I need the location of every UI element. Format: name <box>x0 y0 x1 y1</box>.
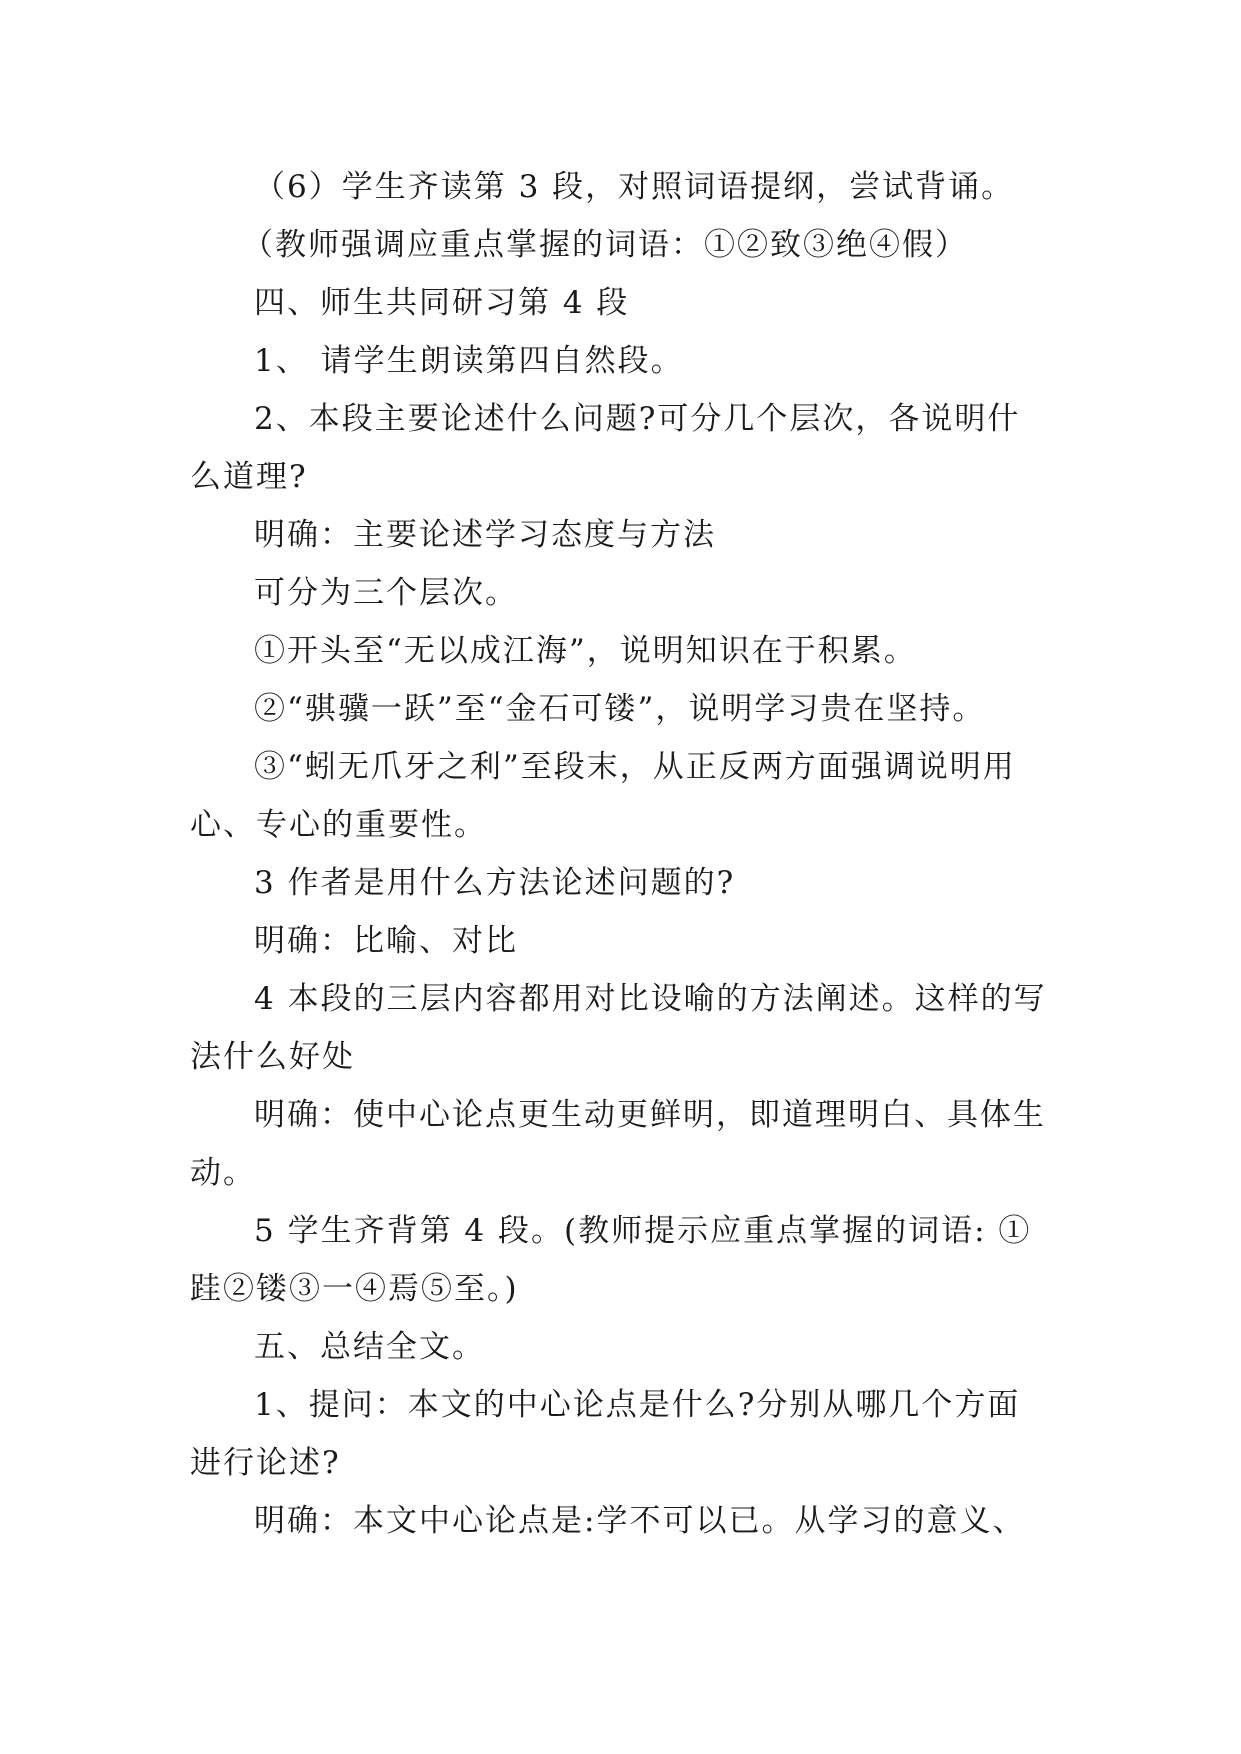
section-heading-4: 四、师生共同研习第 4 段 <box>254 285 630 321</box>
paragraph-6: 可分为三个层次。 <box>254 575 518 611</box>
document-body <box>190 158 1052 1550</box>
paragraph-2: （教师强调应重点掌握的词语：①②致③绝④假） <box>242 227 968 263</box>
paragraph-12: 4 本段的三层内容都用对比设喻的方法阐述。这样的写法什么好处 <box>190 981 1047 1075</box>
paragraph-3: 1、 请学生朗读第四自然段。 <box>254 343 684 379</box>
paragraph-4: 2、本段主要论述什么问题?可分几个层次，各说明什么道理? <box>190 401 1021 495</box>
paragraph-5: 明确：主要论述学习态度与方法 <box>254 517 716 553</box>
paragraph-16: 明确：本文中心论点是:学不可以已。从学习的意义、 <box>254 1503 1026 1539</box>
paragraph-7: ①开头至“无以成江海”，说明知识在于积累。 <box>254 633 917 669</box>
paragraph-1: （6）学生齐读第 3 段，对照词语提纲，尝试背诵。 <box>254 169 1015 205</box>
section-heading-5: 五、总结全文。 <box>254 1329 485 1365</box>
paragraph-13: 明确：使中心论点更生动更鲜明，即道理明白、具体生动。 <box>190 1097 1046 1191</box>
paragraph-14: 5 学生齐背第 4 段。(教师提示应重点掌握的词语: ①跬②镂③一④焉⑤至。) <box>190 1213 1032 1307</box>
paragraph-10: 3 作者是用什么方法论述问题的? <box>254 865 736 901</box>
paragraph-11: 明确：比喻、对比 <box>254 923 518 959</box>
paragraph-9: ③“蚓无爪牙之利”至段末，从正反两方面强调说明用心、专心的重要性。 <box>190 749 1016 843</box>
paragraph-8: ②“骐骥一跃”至“金石可镂”，说明学习贵在坚持。 <box>254 691 986 727</box>
paragraph-15: 1、提问：本文的中心论点是什么?分别从哪几个方面进行论述? <box>190 1387 1021 1481</box>
